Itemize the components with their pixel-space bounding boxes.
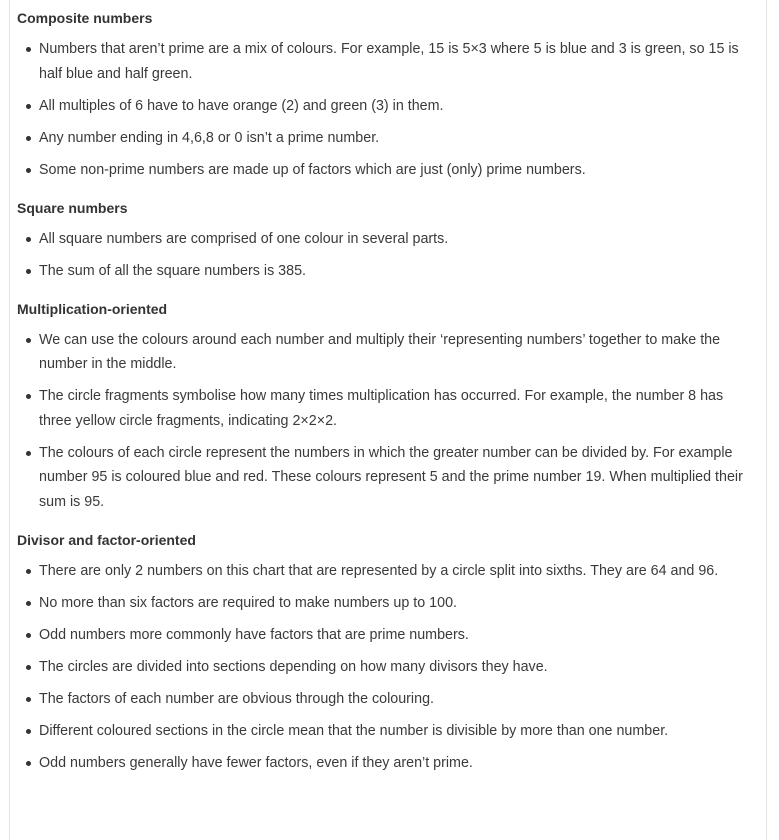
bullet-list [17,227,766,284]
list-item: We can use the colours around each number and multiply their ‘representing numbers’ together to make the number in the middle. [17,328,766,377]
section-title: Divisor and factor-oriented [17,531,196,548]
section-title: Composite numbers [17,10,153,26]
list-item: Some non-prime numbers are made up of factors which are just (only) prime numbers. [17,158,766,183]
list-item: All multiples of 6 have to have orange (2) and green (3) in them. [17,94,766,119]
list-item: Numbers that aren’t prime are a mix of colours. For example, 15 is 5×3 where 5 is blue and 3 is green, so 15 is half blue and half green. [17,37,766,86]
list-item: Any number ending in 4,6,8 or 0 isn’t a prime number. [17,126,766,151]
list-item: The sum of all the square numbers is 385. [17,259,766,284]
list-item: All square numbers are comprised of one colour in several parts. [17,227,766,252]
content-card [9,0,767,840]
list-item: There are only 2 numbers on this chart that are represented by a circle split into sixths. They are 64 and 96. [17,559,766,584]
bullet-list [17,37,766,182]
list-item: No more than six factors are required to make numbers up to 100. [17,591,766,616]
list-item: The circles are divided into sections depending on how many divisors they have. [17,655,766,680]
list-item: The colours of each circle represent the numbers in which the greater number can be divided by. For example number 95 is coloured blue and red. These colours represent 5 and the prime number 19. When multiplied their sum is 95. [17,441,766,515]
section-divisor-factor-oriented [17,522,766,776]
list-item: Odd numbers generally have fewer factors, even if they aren’t prime. [17,751,766,776]
bullet-list [17,328,766,515]
section-composite-numbers [17,0,766,182]
section-square-numbers [17,190,766,284]
list-item: The circle fragments symbolise how many times multiplication has occurred. For example, the number 8 has three yellow circle fragments, indicating 2×2×2. [17,384,766,433]
list-item: The factors of each number are obvious through the colouring. [17,687,766,712]
bullet-list [17,559,766,776]
list-item: Odd numbers more commonly have factors that are prime numbers. [17,623,766,648]
list-item: Different coloured sections in the circle mean that the number is divisible by more than one number. [17,719,766,744]
section-multiplication-oriented [17,291,766,515]
section-title: Square numbers [17,199,128,216]
section-title: Multiplication-oriented [17,300,168,317]
